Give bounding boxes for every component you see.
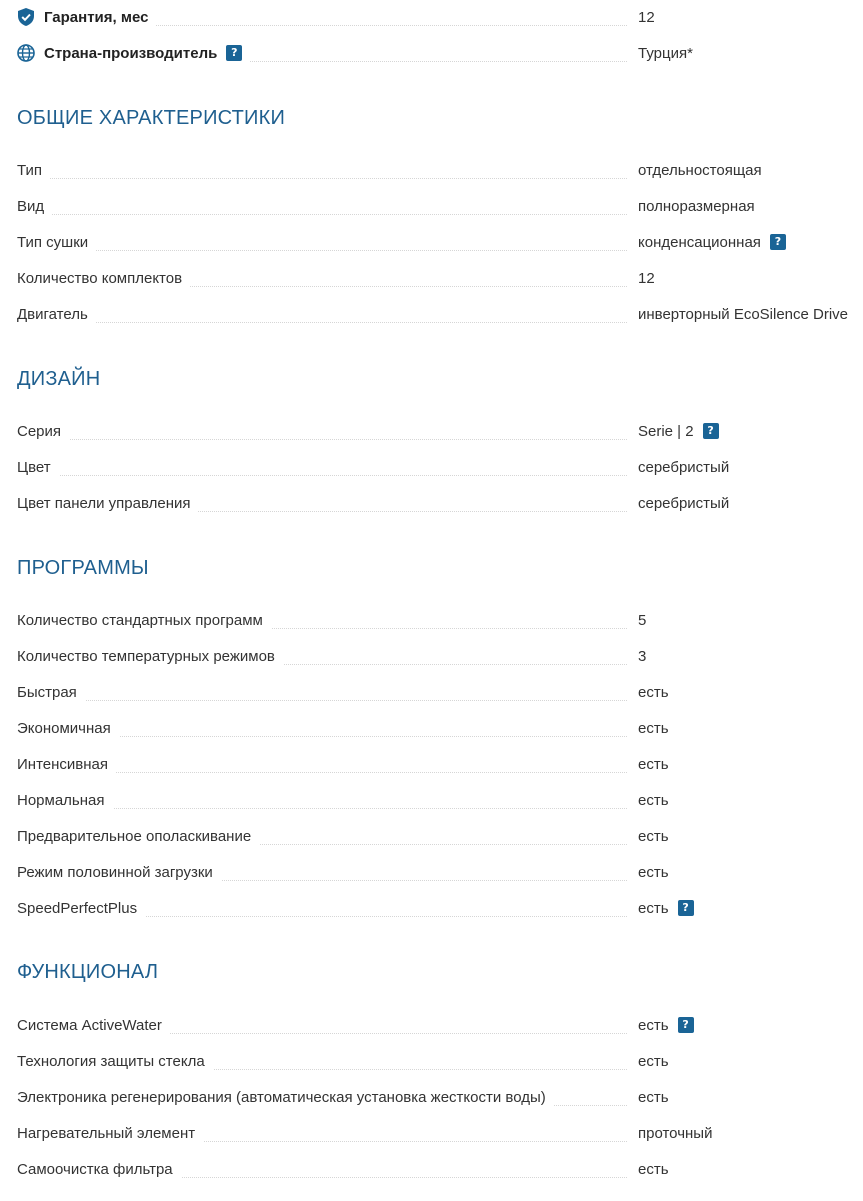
spec-row (0, 782, 863, 818)
help-icon[interactable]: ? (678, 1017, 694, 1033)
spec-label: SpeedPerfectPlus (17, 900, 145, 917)
spec-value: есть (638, 827, 669, 845)
spec-label: Количество стандартных программ (17, 612, 271, 629)
spec-row (0, 1043, 863, 1079)
spec-row (0, 710, 863, 746)
spec-label: Серия (17, 423, 69, 440)
help-icon[interactable]: ? (678, 900, 694, 916)
spec-row (0, 296, 863, 332)
spec-label: Двигатель (17, 306, 96, 323)
spec-label: Количество комплектов (17, 270, 190, 287)
spec-value: инверторный EcoSilence Drive (638, 305, 849, 323)
spec-label: Количество температурных режимов (17, 648, 283, 665)
spec-value: есть (638, 1160, 669, 1178)
spec-value: 5 (638, 611, 647, 629)
spec-value: серебристый (638, 494, 730, 512)
spec-row (0, 890, 863, 926)
spec-value: конденсационная (638, 233, 761, 251)
shield-check-icon (17, 8, 35, 26)
spec-label: Страна-производитель (44, 44, 218, 62)
spec-value: есть (638, 719, 669, 737)
spec-row-country (0, 35, 863, 71)
spec-row (0, 188, 863, 224)
spec-row (0, 413, 863, 449)
spec-row (0, 1151, 863, 1187)
spec-label: Быстрая (17, 684, 85, 701)
spec-value: отдельностоящая (638, 161, 762, 179)
spec-label: Предварительное ополаскивание (17, 828, 259, 845)
spec-row (0, 602, 863, 638)
spec-row (0, 1079, 863, 1115)
spec-label: Вид (17, 198, 52, 215)
spec-value: 12 (638, 8, 655, 26)
section-title: ДИЗАЙН (17, 368, 101, 390)
section-title: ОБЩИЕ ХАРАКТЕРИСТИКИ (17, 107, 286, 129)
spec-row (0, 1007, 863, 1043)
spec-label: Самоочистка фильтра (17, 1161, 181, 1178)
spec-value: 12 (638, 269, 655, 287)
spec-label: Электроника регенерирования (автоматическая установка жесткости воды) (17, 1089, 554, 1106)
spec-row (0, 854, 863, 890)
spec-row-warranty (0, 0, 863, 35)
spec-label: Гарантия, мес (44, 8, 149, 26)
spec-row (0, 449, 863, 485)
spec-label: Тип (17, 162, 50, 179)
spec-label: Режим половинной загрузки (17, 864, 221, 881)
spec-label: Нагревательный элемент (17, 1125, 203, 1142)
spec-value: Турция* (638, 44, 693, 62)
spec-row (0, 638, 863, 674)
spec-label: Цвет (17, 459, 59, 476)
spec-value: есть (638, 863, 669, 881)
spec-value: Serie | 2 (638, 422, 694, 440)
spec-value: есть (638, 683, 669, 701)
spec-label: Тип сушки (17, 234, 96, 251)
spec-row (0, 746, 863, 782)
globe-icon (17, 44, 35, 62)
spec-label: Экономичная (17, 720, 119, 737)
spec-row (0, 224, 863, 260)
spec-label: Цвет панели управления (17, 495, 198, 512)
spec-value: есть (638, 1088, 669, 1106)
spec-value: 3 (638, 647, 647, 665)
spec-value: есть (638, 791, 669, 809)
spec-label: Технология защиты стекла (17, 1053, 213, 1070)
spec-value: полноразмерная (638, 197, 755, 215)
section-title: ПРОГРАММЫ (17, 557, 149, 579)
spec-value: есть (638, 1052, 669, 1070)
spec-value: есть (638, 1016, 669, 1034)
spec-row (0, 485, 863, 521)
spec-value: проточный (638, 1124, 713, 1142)
spec-label: Система ActiveWater (17, 1017, 170, 1034)
help-icon[interactable]: ? (770, 234, 786, 250)
spec-label: Нормальная (17, 792, 113, 809)
spec-value: есть (638, 899, 669, 917)
help-icon[interactable]: ? (226, 45, 242, 61)
spec-row (0, 674, 863, 710)
spec-row (0, 152, 863, 188)
spec-row (0, 260, 863, 296)
spec-value: есть (638, 755, 669, 773)
spec-row (0, 818, 863, 854)
section-title: ФУНКЦИОНАЛ (17, 961, 159, 983)
spec-value: серебристый (638, 458, 730, 476)
help-icon[interactable]: ? (703, 423, 719, 439)
spec-label: Интенсивная (17, 756, 116, 773)
spec-row (0, 1115, 863, 1151)
